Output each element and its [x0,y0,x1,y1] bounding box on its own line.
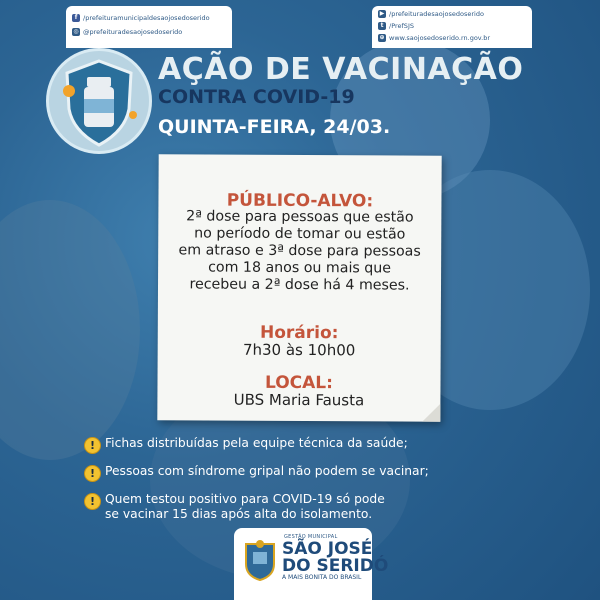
location-value: UBS Maria Fausta [233,390,365,410]
crest-icon [242,538,278,582]
warning-icon: ! [84,465,101,482]
notice-line: se vacinar 15 dias após alta do isolamento. [105,507,373,521]
facebook-link[interactable]: f /prefeituramunicipaldesaojosedoserido [72,14,210,22]
event-date: QUINTA-FEIRA, 24/03. [158,116,391,138]
time-heading: Horário: [259,322,339,344]
notice-text: Pessoas com síndrome gripal não podem se vacinar; [105,464,429,478]
municipality-logo [234,528,389,600]
audience-line: 2ª dose para pessoas que estão [186,208,414,226]
logo-small-text: GESTÃO MUNICIPAL [284,534,338,540]
info-note [157,154,441,421]
twitter-icon: t [378,22,386,30]
audience-line: no período de tomar ou estão [194,225,406,243]
page-title: AÇÃO DE VACINAÇÃO [158,52,524,87]
warning-icon: ! [84,493,101,510]
vaccine-shield-icon [46,48,152,154]
youtube-link[interactable]: ▶ /prefeituradesaojosedoserido [379,10,484,18]
logo-tagline: A MAIS BONITA DO BRASIL [282,574,362,581]
instagram-link[interactable]: ◎ @prefeituradesaojosedoserido [73,28,183,36]
time-value: 7h30 às 10h00 [242,340,356,360]
globe-icon: ⊕ [379,34,385,41]
warning-icon: ! [84,437,101,454]
logo-name-line-1: SÃO JOSÉ [282,539,373,559]
page-subtitle: CONTRA COVID-19 [158,86,355,108]
location-heading: LOCAL: [264,372,334,394]
social-links-right [372,6,532,48]
youtube-icon: ▶ [379,10,385,17]
website-link[interactable]: ⊕ www.saojosedoserido.rn.gov.br [379,34,491,42]
note-fold [422,404,440,422]
audience-line: em atraso e 3ª dose para pessoas [178,242,421,260]
facebook-icon: f [72,14,80,22]
logo-name-line-2: DO SERIDÓ [282,556,389,576]
audience-line: recebeu a 2ª dose há 4 meses. [189,276,410,294]
notice-text: Fichas distribuídas pela equipe técnica da saúde; [105,436,408,450]
notice-line: Quem testou positivo para COVID-19 só pode [105,492,385,506]
twitter-link[interactable]: t /PrefSJS [378,22,414,30]
audience-line: com 18 anos ou mais que [208,259,392,277]
social-links-left [66,6,232,48]
notice-text [105,492,385,522]
audience-text [168,208,431,294]
audience-heading: PÚBLICO-ALVO: [226,190,374,212]
instagram-icon: ◎ [73,28,79,35]
background-blob [0,200,140,460]
